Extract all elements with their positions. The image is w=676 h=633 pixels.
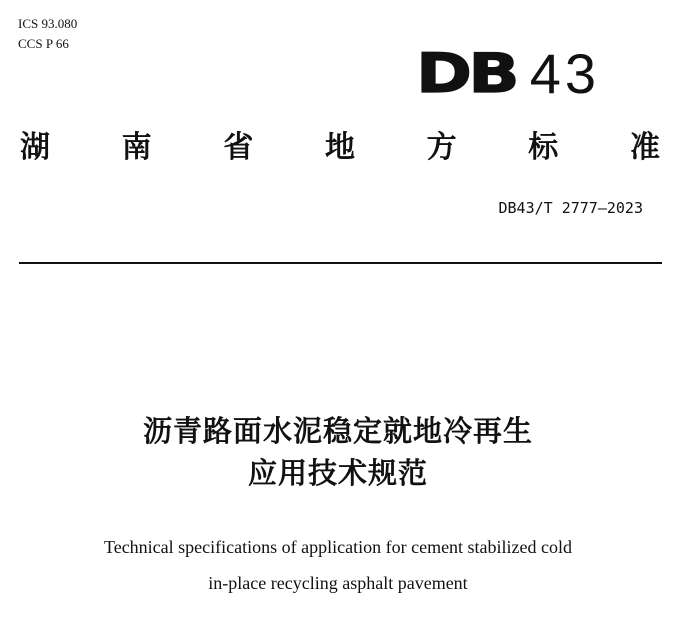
standard-number: DB43/T 2777—2023 xyxy=(498,199,643,217)
standard-type-char: 准 xyxy=(629,130,660,165)
english-title xyxy=(0,529,676,601)
standard-type-char: 省 xyxy=(223,130,254,165)
standard-type-char: 标 xyxy=(528,130,559,165)
ics-code: ICS 93.080 xyxy=(18,16,78,31)
standard-type-char: 地 xyxy=(324,130,355,165)
header-divider xyxy=(19,262,662,264)
english-title-line-2: in-place recycling asphalt pavement xyxy=(208,573,468,593)
chinese-title-line-2: 应用技术规范 xyxy=(247,456,428,490)
chinese-title-line-1: 沥青路面水泥稳定就地冷再生 xyxy=(142,414,533,448)
standard-type-heading xyxy=(20,128,660,168)
standard-type-char: 湖 xyxy=(20,130,50,165)
standard-code-mark xyxy=(415,42,600,105)
standard-type-char: 南 xyxy=(121,130,152,165)
classification-codes xyxy=(18,14,77,54)
english-title-line-1: Technical specifications of application for cement stabilized cold xyxy=(103,537,573,557)
chinese-title xyxy=(0,410,676,494)
db-logo: DB xyxy=(415,42,516,105)
standard-type-char: 方 xyxy=(426,130,457,165)
ccs-code: CCS P 66 xyxy=(18,36,69,51)
province-code: 43 xyxy=(529,42,600,105)
